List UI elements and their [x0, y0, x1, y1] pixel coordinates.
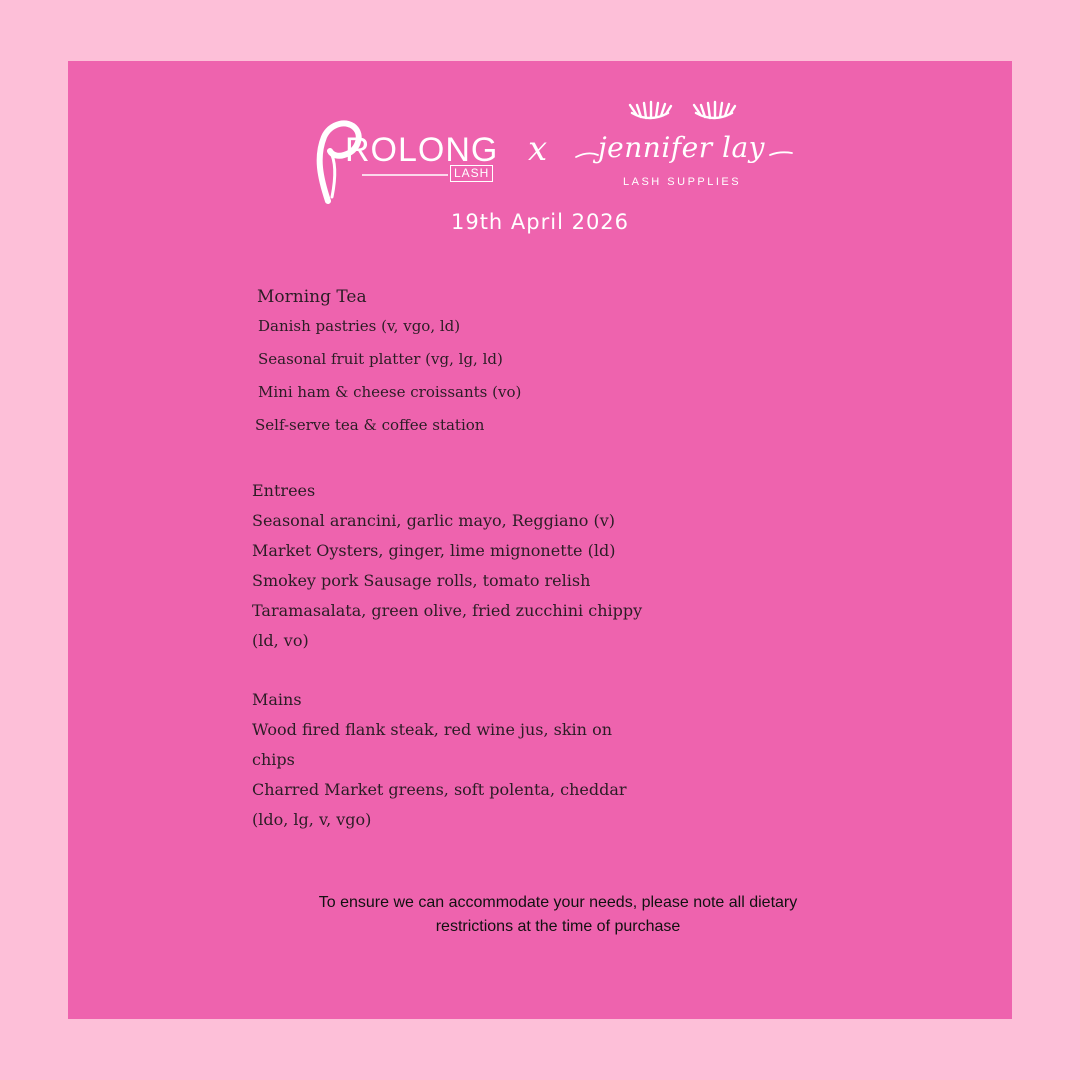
- menu-item: Mini ham & cheese croissants (vo): [258, 383, 522, 401]
- collab-x-mark: x: [528, 129, 548, 169]
- section-heading-morning-tea: Morning Tea: [257, 287, 367, 307]
- menu-card: [68, 61, 1012, 1019]
- menu-line: Smokey pork Sausage rolls, tomato relish: [252, 571, 591, 590]
- jennifer-lay-swash: [574, 145, 794, 165]
- eyelash-icon: [628, 93, 748, 123]
- jennifer-lay-script: jennifer lay: [598, 131, 765, 164]
- dietary-note: To ensure we can accommodate your needs, please note all dietary restrictions at the time of purchase: [318, 894, 798, 935]
- section-heading-entrees: Entrees: [252, 481, 316, 500]
- menu-line: Market Oysters, ginger, lime mignonette (ld): [252, 541, 616, 560]
- menu-item: Self-serve tea & coffee station: [255, 416, 485, 434]
- menu-item: Danish pastries (v, vgo, ld): [258, 317, 461, 335]
- menu-line: Seasonal arancini, garlic mayo, Reggiano (v): [252, 511, 616, 530]
- menu-line: Charred Market greens, soft polenta, cheddar: [252, 780, 627, 799]
- menu-line: Wood fired flank steak, red wine jus, skin on: [252, 720, 612, 739]
- lash-supplies-label: LASH SUPPLIES: [623, 176, 742, 188]
- menu-line: (ld, vo): [252, 631, 309, 650]
- menu-line: chips: [252, 750, 295, 769]
- menu-item: Seasonal fruit platter (vg, lg, ld): [258, 350, 503, 368]
- prolong-wordmark: ROLONG: [345, 131, 499, 169]
- menu-line: (ldo, lg, v, vgo): [252, 810, 372, 829]
- menu-line: Taramasalata, green olive, fried zucchini chippy: [252, 601, 643, 620]
- section-heading-mains: Mains: [252, 690, 302, 709]
- prolong-lash-badge: LASH: [450, 165, 493, 182]
- event-date: 19th April 2026: [450, 210, 630, 234]
- prolong-underline: [362, 173, 448, 177]
